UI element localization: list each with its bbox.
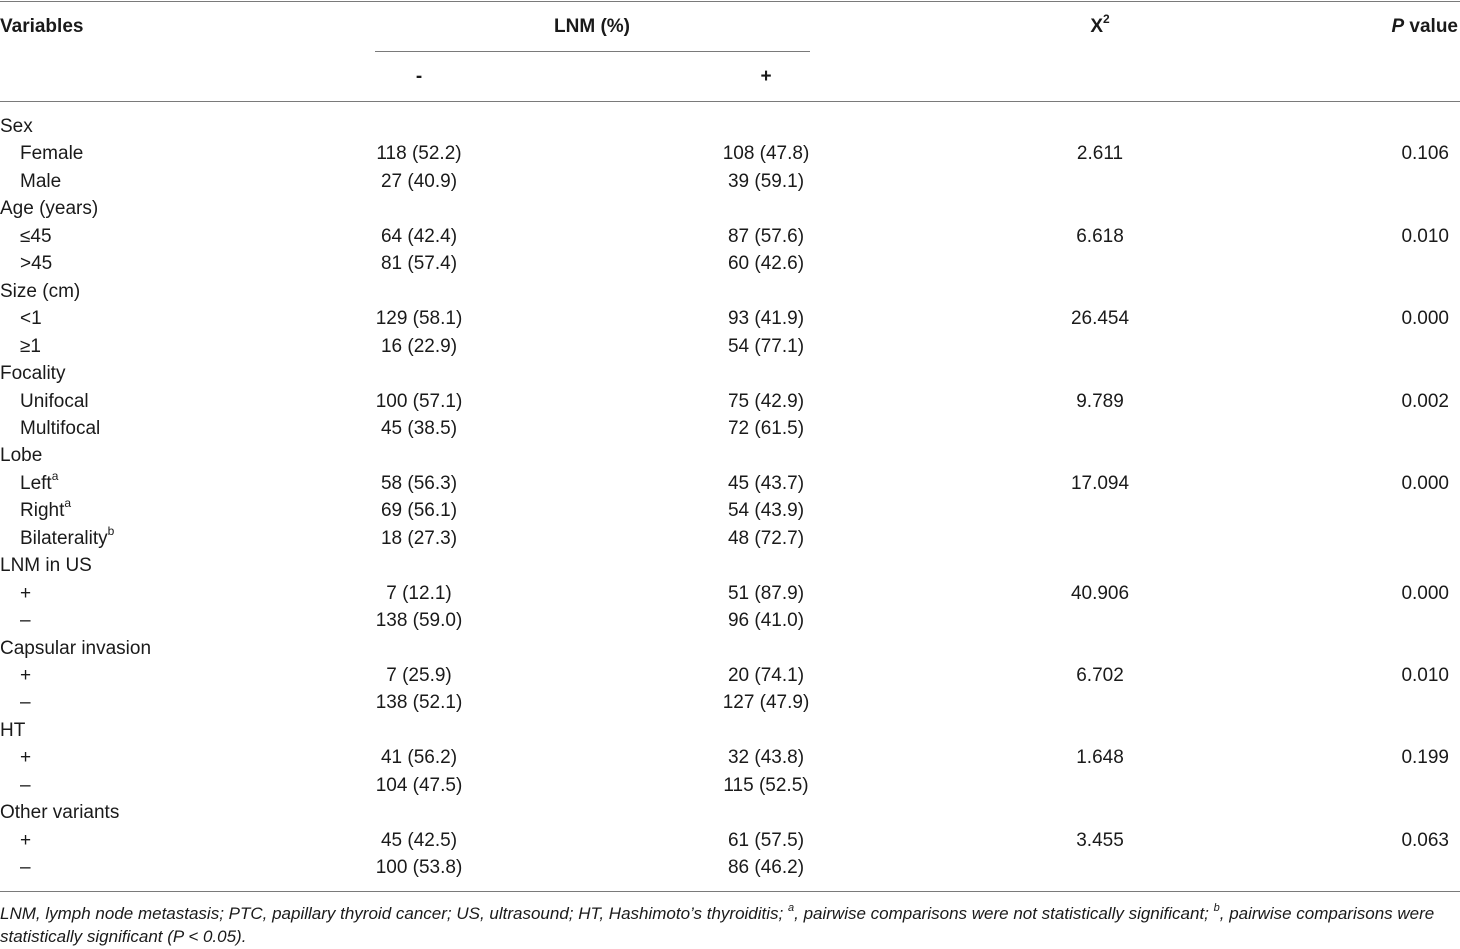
cell-lnm-positive: 51 (87.9) — [727, 583, 805, 604]
row-label — [20, 665, 31, 687]
cell-lnm-positive: 48 (72.7) — [727, 528, 805, 549]
cell-lnm-negative: 81 (57.4) — [380, 253, 458, 274]
row-label-sup: b — [107, 523, 115, 538]
cell-chi-square: 26.454 — [1070, 308, 1130, 329]
row-label-text: – — [20, 692, 31, 713]
row-label-text: Left — [20, 473, 52, 494]
row-label — [20, 253, 52, 275]
header-lnm-group: LNM (%) — [554, 16, 630, 37]
cell-lnm-negative: 100 (57.1) — [375, 391, 463, 412]
header-bottom-rule — [0, 101, 1460, 102]
cell-lnm-positive: 60 (42.6) — [727, 253, 805, 274]
cell-chi-square: 6.702 — [1076, 665, 1124, 686]
row-label-text: Capsular invasion — [0, 638, 152, 659]
row-label-text: HT — [0, 720, 26, 741]
cell-chi-square: 9.789 — [1076, 391, 1124, 412]
row-label-text: Right — [20, 500, 65, 521]
cell-lnm-positive: 127 (47.9) — [722, 692, 810, 713]
p-italic: P — [1391, 16, 1405, 37]
category-label — [0, 198, 98, 220]
cell-lnm-negative: 118 (52.2) — [376, 143, 462, 164]
footnote-part3: , pairwise comparisons were statistically significant (P < 0.05). — [0, 904, 1435, 946]
category-label — [0, 638, 151, 660]
header-lnm-negative: - — [415, 66, 423, 87]
cell-lnm-negative: 104 (47.5) — [375, 775, 463, 796]
category-label — [0, 720, 25, 742]
header-p-value — [1391, 16, 1458, 38]
cell-p-value: 0.000 — [1401, 583, 1449, 604]
row-label-text: + — [20, 665, 32, 686]
cell-lnm-positive: 32 (43.8) — [727, 747, 805, 768]
table-footnote — [0, 902, 1460, 948]
row-label-text: – — [20, 775, 31, 796]
row-label — [20, 747, 31, 769]
chi-square-sup: 2 — [1103, 11, 1110, 26]
row-label — [20, 171, 61, 193]
category-label — [0, 802, 119, 824]
cell-lnm-negative: 27 (40.9) — [380, 171, 458, 192]
cell-lnm-positive: 87 (57.6) — [727, 226, 805, 247]
footnote-part2: , pairwise comparisons were not statistically significant; — [794, 904, 1214, 923]
row-label-text: ≥1 — [20, 336, 41, 357]
cell-lnm-positive: 96 (41.0) — [727, 610, 805, 631]
row-label-text: Size (cm) — [0, 281, 81, 302]
row-label-text: – — [20, 857, 31, 878]
row-label-text: + — [20, 583, 32, 604]
cell-lnm-positive: 39 (59.1) — [727, 171, 805, 192]
row-label-text: <1 — [20, 308, 42, 329]
cell-p-value: 0.106 — [1401, 143, 1449, 164]
cell-lnm-negative: 138 (59.0) — [375, 610, 463, 631]
cell-lnm-negative: 7 (12.1) — [386, 583, 452, 604]
cell-lnm-negative: 58 (56.3) — [380, 473, 458, 494]
cell-chi-square: 2.611 — [1076, 143, 1124, 164]
cell-lnm-positive: 45 (43.7) — [727, 473, 805, 494]
row-label — [20, 692, 31, 714]
cell-lnm-negative: 45 (42.5) — [380, 830, 458, 851]
row-label-text: + — [20, 830, 32, 851]
cell-lnm-negative: 16 (22.9) — [380, 336, 458, 357]
cell-lnm-positive: 72 (61.5) — [727, 418, 805, 439]
cell-lnm-negative: 69 (56.1) — [380, 500, 458, 521]
footnote-sup-b: b — [1213, 902, 1220, 915]
cell-lnm-positive: 54 (77.1) — [727, 336, 805, 357]
row-label-text: Multifocal — [20, 418, 101, 439]
row-label-text: + — [20, 747, 32, 768]
row-label — [20, 857, 31, 879]
row-label — [20, 143, 83, 165]
cell-lnm-negative: 45 (38.5) — [380, 418, 458, 439]
row-label — [20, 583, 31, 605]
cell-lnm-positive: 86 (46.2) — [727, 857, 805, 878]
category-label — [0, 445, 42, 467]
row-label-text: Sex — [0, 116, 33, 137]
category-label — [0, 281, 80, 303]
cell-lnm-negative: 64 (42.4) — [380, 226, 458, 247]
row-label — [20, 468, 59, 495]
row-label — [20, 391, 89, 413]
cell-p-value: 0.199 — [1401, 747, 1449, 768]
row-label-text: LNM in US — [0, 555, 92, 576]
table-bottom-rule — [0, 891, 1460, 892]
row-label-text: Other variants — [0, 802, 120, 823]
p-rest: value — [1404, 16, 1458, 37]
cell-chi-square: 40.906 — [1070, 583, 1130, 604]
row-label-text: Unifocal — [20, 391, 89, 412]
cell-lnm-positive: 20 (74.1) — [727, 665, 805, 686]
row-label-text: Bilaterality — [20, 528, 108, 549]
row-label-text: Female — [20, 143, 84, 164]
row-label — [20, 418, 100, 440]
row-label — [20, 610, 31, 632]
cell-lnm-negative: 41 (56.2) — [380, 747, 458, 768]
cell-p-value: 0.000 — [1401, 308, 1449, 329]
row-label-text: – — [20, 610, 31, 631]
row-label-text: ≤45 — [20, 226, 52, 247]
cell-lnm-negative: 18 (27.3) — [380, 528, 458, 549]
top-rule — [0, 1, 1460, 2]
cell-lnm-positive: 54 (43.9) — [727, 500, 805, 521]
row-label — [20, 308, 42, 330]
cell-chi-square: 3.455 — [1076, 830, 1124, 851]
row-label-text: Male — [20, 171, 62, 192]
cell-lnm-positive: 75 (42.9) — [727, 391, 805, 412]
cell-lnm-positive: 115 (52.5) — [723, 775, 809, 796]
row-label — [20, 336, 41, 358]
cell-p-value: 0.063 — [1401, 830, 1449, 851]
cell-lnm-positive: 108 (47.8) — [722, 143, 810, 164]
category-label — [0, 555, 92, 577]
category-label — [0, 363, 65, 385]
lnm-group-rule — [375, 51, 810, 52]
row-label-text: Age (years) — [0, 198, 99, 219]
cell-lnm-negative: 138 (52.1) — [375, 692, 463, 713]
row-label — [20, 830, 31, 852]
footnote-part1: LNM, lymph node metastasis; PTC, papillary thyroid cancer; US, ultrasound; HT, Hashimoto’s thyroiditis; — [0, 904, 788, 923]
row-label-sup: a — [64, 495, 72, 510]
cell-p-value: 0.010 — [1401, 226, 1449, 247]
cell-lnm-negative: 100 (53.8) — [375, 857, 463, 878]
row-label — [20, 775, 31, 797]
header-chi-square — [1090, 11, 1110, 38]
cell-p-value: 0.002 — [1401, 391, 1449, 412]
chi-square-base: X — [1090, 16, 1103, 37]
cell-lnm-positive: 61 (57.5) — [727, 830, 805, 851]
row-label — [20, 226, 52, 248]
cell-p-value: 0.000 — [1401, 473, 1449, 494]
header-variables: Variables — [0, 16, 84, 37]
cell-lnm-negative: 129 (58.1) — [375, 308, 463, 329]
row-label — [20, 495, 72, 522]
row-label-text: Lobe — [0, 445, 43, 466]
row-label-sup: a — [51, 468, 59, 483]
row-label-text: Focality — [0, 363, 66, 384]
cell-chi-square: 1.648 — [1076, 747, 1124, 768]
row-label-text: >45 — [20, 253, 53, 274]
footnote-sup-a: a — [788, 902, 795, 915]
header-lnm-positive: + — [760, 66, 772, 87]
cell-chi-square: 17.094 — [1070, 473, 1130, 494]
cell-lnm-positive: 93 (41.9) — [727, 308, 805, 329]
row-label — [20, 523, 115, 550]
cell-p-value: 0.010 — [1401, 665, 1449, 686]
category-label — [0, 116, 33, 138]
cell-chi-square: 6.618 — [1076, 226, 1124, 247]
cell-lnm-negative: 7 (25.9) — [386, 665, 452, 686]
